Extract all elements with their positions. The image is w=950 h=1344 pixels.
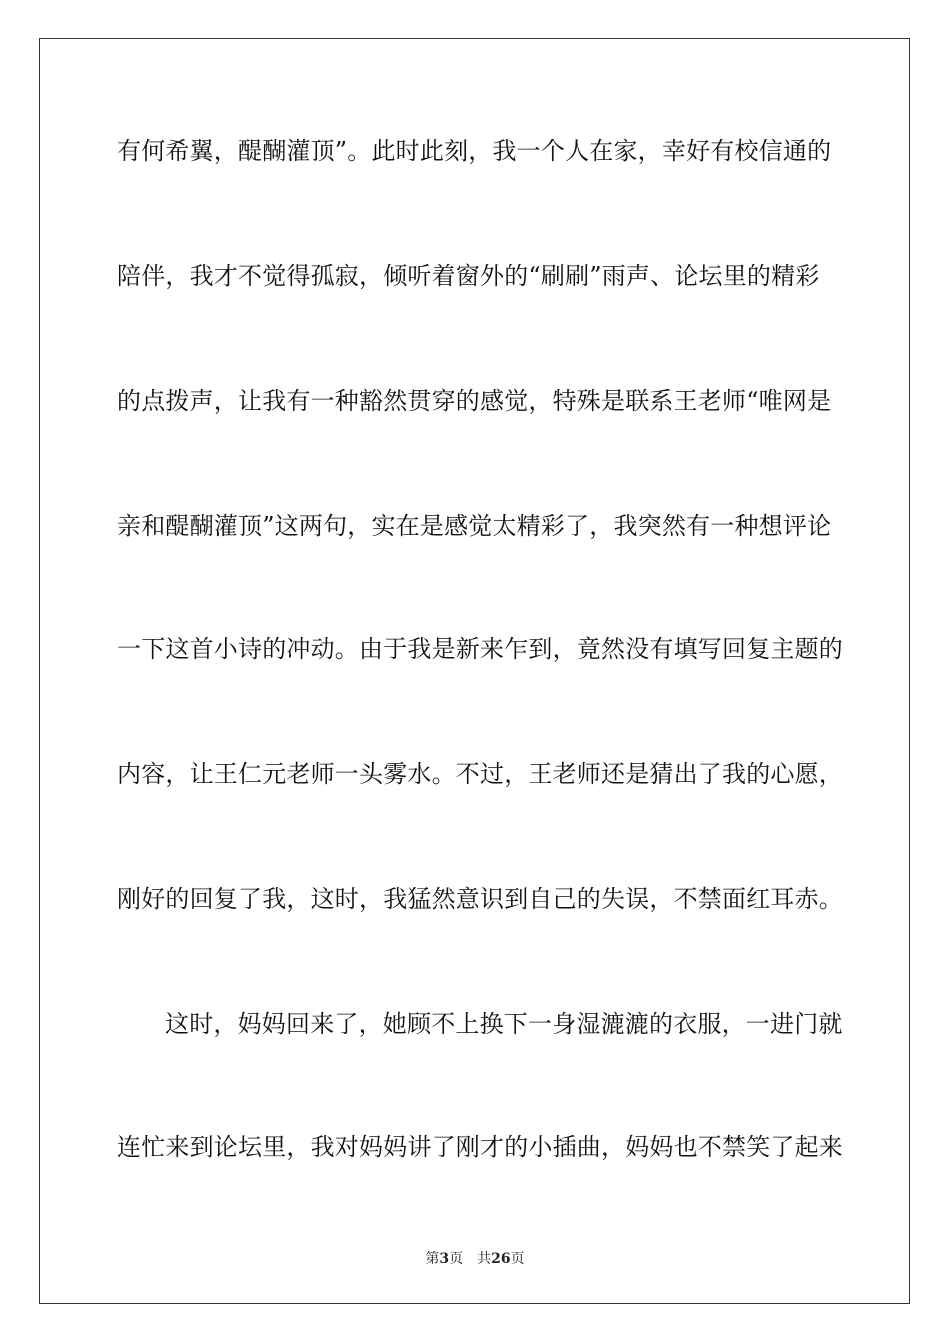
paragraph-start-line: 这时，妈妈回来了，她顾不上换下一身湿漉漉的衣服，一进门就 bbox=[165, 1010, 843, 1038]
total-label-suffix: 页 bbox=[510, 1251, 525, 1267]
body-text-line: 刚好的回复了我，这时，我猛然意识到自己的失误，不禁面红耳赤。 bbox=[117, 885, 843, 913]
page-border bbox=[39, 38, 910, 1304]
body-text-line: 一下这首小诗的冲动。由于我是新来乍到，竟然没有填写回复主题的 bbox=[117, 635, 843, 663]
page-label-prefix: 第 bbox=[425, 1251, 440, 1267]
total-pages-number: 26 bbox=[491, 1251, 511, 1267]
body-text-line: 有何希翼，醍醐灌顶”。此时此刻，我一个人在家，幸好有校信通的 bbox=[117, 137, 832, 165]
body-text-line: 连忙来到论坛里，我对妈妈讲了刚才的小插曲，妈妈也不禁笑了起来 bbox=[117, 1133, 843, 1161]
body-text-line: 的点拨声，让我有一种豁然贯穿的感觉，特殊是联系王老师“唯网是 bbox=[117, 387, 832, 415]
page-label-suffix: 页 bbox=[449, 1251, 464, 1267]
body-text-line: 内容，让王仁元老师一头雾水。不过，王老师还是猜出了我的心愿， bbox=[117, 760, 843, 788]
body-text-line: 陪伴，我才不觉得孤寂，倾听着窗外的“刷刷”雨声、论坛里的精彩 bbox=[117, 262, 820, 290]
body-text-line: 亲和醍醐灌顶”这两句，实在是感觉太精彩了，我突然有一种想评论 bbox=[117, 512, 832, 540]
page-footer bbox=[0, 1250, 950, 1268]
total-label-prefix: 共 bbox=[477, 1251, 492, 1267]
current-page-number: 3 bbox=[439, 1251, 450, 1267]
